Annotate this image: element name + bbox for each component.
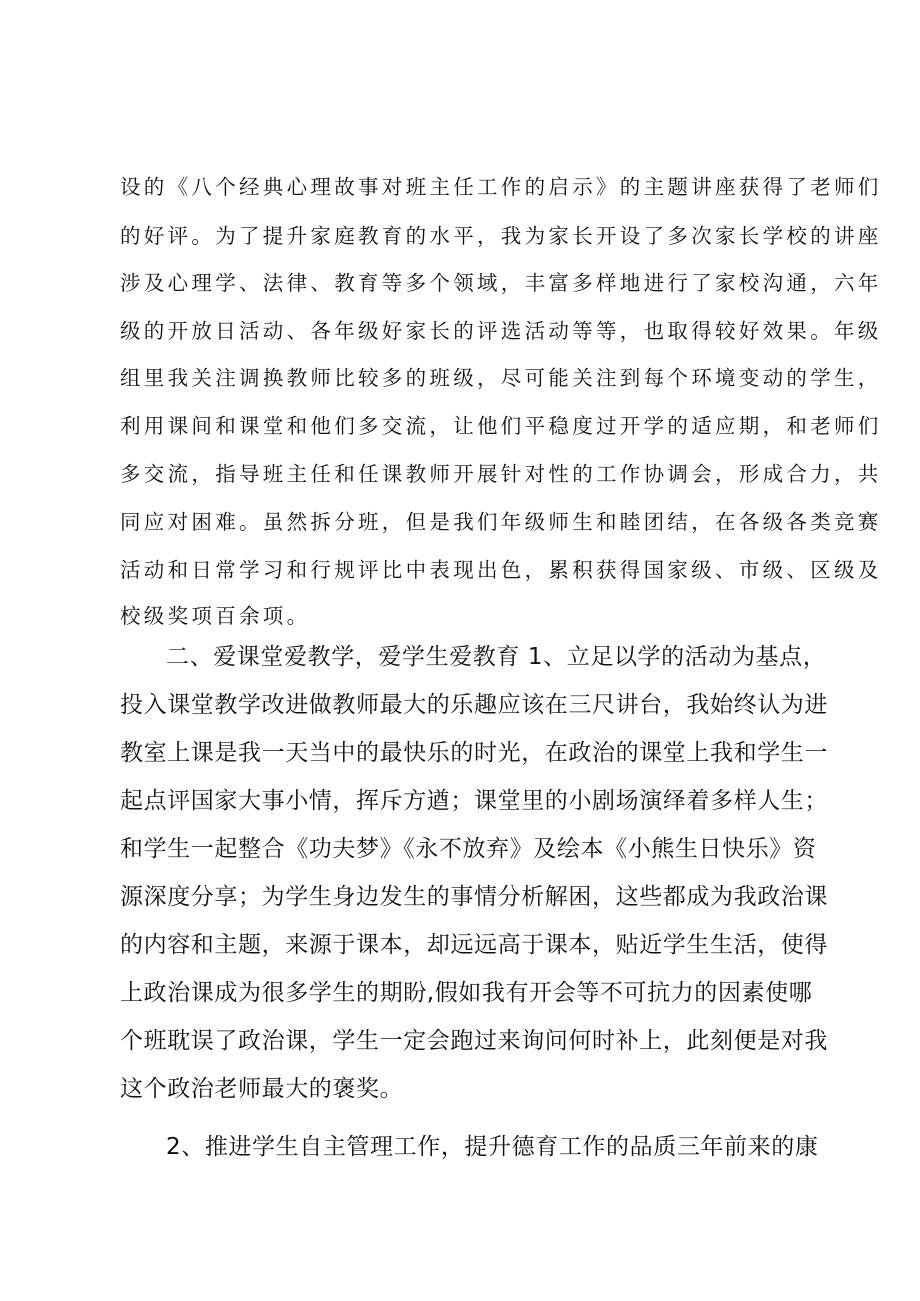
paragraph-line: 起点评国家大事小情，挥斥方遒；课堂里的小剧场演绎着多样人生； — [120, 788, 828, 814]
paragraph-line: 2、推进学生自主管理工作，提升德育工作的品质三年前来的康 — [166, 1134, 819, 1160]
paragraph-line: 个班耽误了政治课，学生一定会跑过来询问何时补上，此刻便是对我 — [120, 1028, 828, 1054]
paragraph-line: 活动和日常学习和行规评比中表现出色，累积获得国家级、市级、区级及 — [120, 558, 882, 582]
paragraph-line: 级的开放日活动、各年级好家长的评选活动等等，也取得较好效果。年级 — [120, 319, 882, 343]
paragraph-line: 多交流，指导班主任和任课教师开展针对性的工作协调会，形成合力，共 — [120, 462, 882, 486]
paragraph-line: 投入课堂教学改进做教师最大的乐趣应该在三尺讲台，我始终认为进 — [120, 692, 828, 718]
section-heading-line: 二、爱课堂爱教学，爱学生爱教育 1、立足以学的活动为基点， — [166, 644, 827, 670]
paragraph-line: 组里我关注调换教师比较多的班级，尽可能关注到每个环境变动的学生， — [120, 366, 882, 390]
paragraph-line: 上政治课成为很多学生的期盼,假如我有开会等不可抗力的因素使哪 — [120, 980, 813, 1006]
paragraph-line: 源深度分享；为学生身边发生的事情分析解困，这些都成为我政治课 — [120, 884, 828, 910]
paragraph-line: 同应对困难。虽然拆分班，但是我们年级师生和睦团结，在各级各类竞赛 — [120, 510, 882, 534]
paragraph-line: 和学生一起整合《功夫梦》《永不放弃》及绘本《小熊生日快乐》资 — [120, 836, 817, 862]
paragraph-line: 的内容和主题，来源于课本，却远远高于课本，贴近学生生活，使得 — [120, 932, 828, 958]
paragraph-line: 校级奖项百余项。 — [120, 604, 311, 628]
paragraph-line: 教室上课是我一天当中的最快乐的时光，在政治的课堂上我和学生一 — [120, 740, 828, 766]
paragraph-line: 利用课间和课堂和他们多交流，让他们平稳度过开学的适应期，和老师们 — [120, 414, 882, 438]
paragraph-line: 设的《八个经典心理故事对班主任工作的启示》的主题讲座获得了老师们 — [120, 175, 882, 199]
paragraph-line: 涉及心理学、法律、教育等多个领域，丰富多样地进行了家校沟通，六年 — [120, 271, 882, 295]
paragraph-line: 的好评。为了提升家庭教育的水平，我为家长开设了多次家长学校的讲座 — [120, 224, 882, 248]
paragraph-line: 这个政治老师最大的褒奖。 — [120, 1076, 404, 1102]
